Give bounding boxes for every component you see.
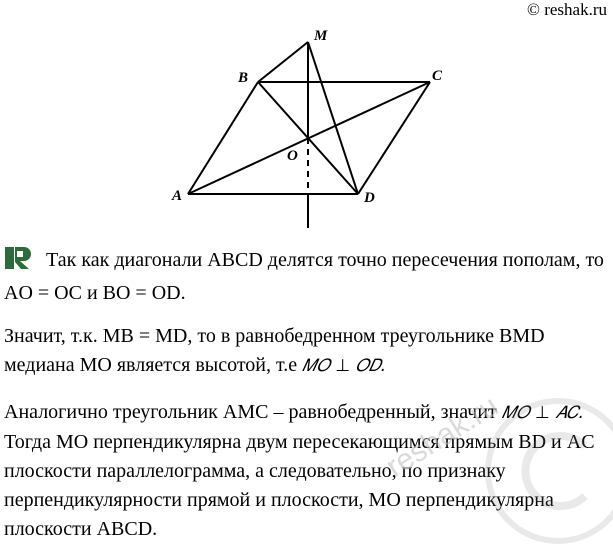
geometry-figure <box>150 20 470 232</box>
label-c: C <box>432 68 443 84</box>
reshak-logo-icon <box>4 246 32 279</box>
formula-mo-perp-ac: 𝑀𝑂 ⊥ 𝐴𝐶. <box>501 403 584 423</box>
label-a: A <box>172 188 183 204</box>
paragraph-3-text-a: Аналогично треугольник AMC – равнобедренный, значит <box>4 401 497 423</box>
label-b: B <box>238 70 249 86</box>
formula-mo-perp-od: 𝑀𝑂 ⊥ 𝑂𝐷. <box>302 356 387 376</box>
label-o: O <box>287 148 298 164</box>
paragraph-1 <box>4 246 609 308</box>
copyright-notice: © reshak.ru <box>527 0 607 19</box>
label-d: D <box>364 190 375 206</box>
paragraph-1-text: Так как диагонали ABCD делятся точно пересечения пополам, то AO = OC и BO = OD. <box>4 249 604 304</box>
segment-mb <box>258 42 308 82</box>
watermark-text: reshak.ru <box>380 389 505 484</box>
paragraph-3-text-b: Тогда MO перпендикулярна двум пересекающимся прямым BD и AC плоскости параллелограмма, а следовательно, по признаку перпендикулярности прямой и плоскости, MO перпендикулярна плоскости ABCD. <box>4 431 595 540</box>
copyright-watermark-icon <box>473 386 613 556</box>
label-m: M <box>314 28 328 44</box>
paragraph-2-text: Значит, т.к. MB = MD, то в равнобедренном треугольнике BMD медиана MO является высотой, т.е <box>4 325 545 376</box>
paragraph-2 <box>4 322 609 381</box>
